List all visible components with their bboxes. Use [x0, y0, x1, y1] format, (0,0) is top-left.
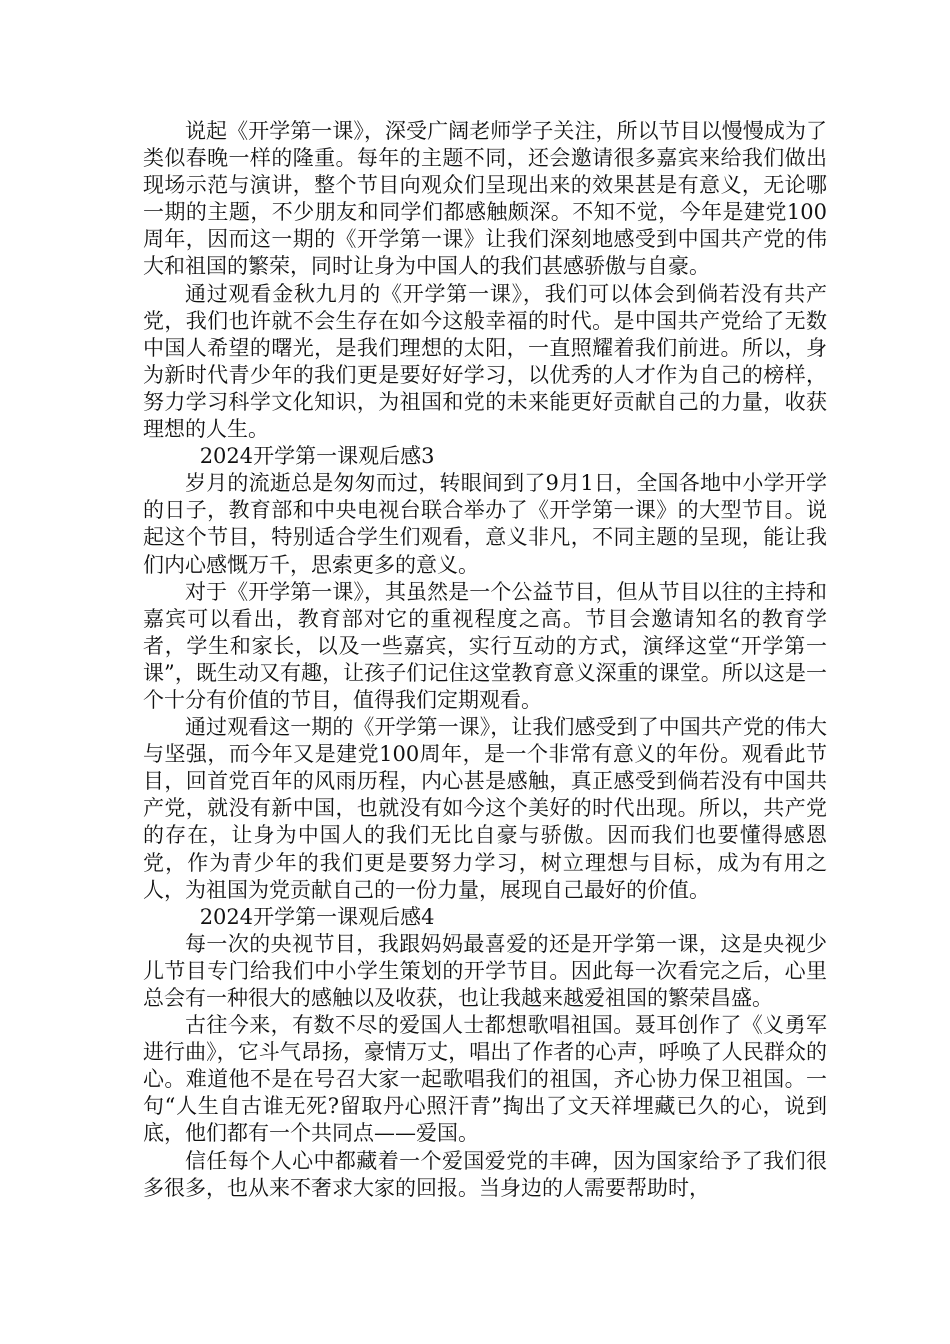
paragraph-5: 通过观看这一期的《开学第一课》，让我们感受到了中国共产党的伟大与坚强，而今年又是建党100周年，是一个非常有意义的年份。观看此节目，回首党百年的风雨历程，内心甚是感触，真正感受到倘若没有中国共产党，就没有新中国，也就没有如今这个美好的时代出现。所以，共产党的存在，让身为中国人的我们无比自豪与骄傲。因而我们也要懂得感恩党，作为青少年的我们更是要努力学习，树立理想与目标，成为有用之人，为祖国为党贡献自己的一份力量，展现自己最好的价值。: [143, 715, 827, 902]
document-page: [143, 118, 827, 1202]
section-heading-3: 2024开学第一课观后感3: [199, 444, 435, 469]
paragraph-2: 通过观看金秋九月的《开学第一课》，我们可以体会到倘若没有共产党，我们也许就不会生存在如今这般幸福的时代。是中国共产党给了无数中国人希望的曙光，是我们理想的太阳，一直照耀着我们前进。所以，身为新时代青少年的我们更是要好好学习，以优秀的人才作为自己的榜样，努力学习科学文化知识，为祖国和党的未来能更好贡献自己的力量，收获理想的人生。: [143, 281, 827, 442]
section-heading-4: 2024开学第一课观后感4: [199, 904, 435, 929]
paragraph-4: 对于《开学第一课》，其虽然是一个公益节目，但从节目以往的主持和嘉宾可以看出，教育部对它的重视程度之高。节目会邀请知名的教育学者，学生和家长，以及一些嘉宾，实行互动的方式，演绎这堂“开学第一课”，既生动又有趣，让孩子们记住这堂教育意义深重的课堂。所以这是一个十分有价值的节目，值得我们定期观看。: [143, 579, 827, 712]
paragraph-1: 说起《开学第一课》，深受广阔老师学子关注，所以节目以慢慢成为了类似春晚一样的隆重。每年的主题不同，还会邀请很多嘉宾来给我们做出现场示范与演讲，整个节目向观众们呈现出来的效果甚是有意义，无论哪一期的主题，不少朋友和同学们都感触颇深。不知不觉，今年是建党100周年，因而这一期的《开学第一课》让我们深刻地感受到中国共产党的伟大和祖国的繁荣，同时让身为中国人的我们甚感骄傲与自豪。: [143, 119, 827, 279]
paragraph-3: 岁月的流逝总是匆匆而过，转眼间到了9月1日，全国各地中小学开学的日子，教育部和中央电视台联合举办了《开学第一课》的大型节目。说起这个节目，特别适合学生们观看，意义非凡，不同主题的呈现，能让我们内心感慨万千，思索更多的意义。: [143, 471, 827, 577]
paragraph-8: 信任每个人心中都藏着一个爱国爱党的丰碑，因为国家给予了我们很多很多，也从来不奢求大家的回报。当身边的人需要帮助时，: [143, 1148, 827, 1200]
paragraph-6: 每一次的央视节目，我跟妈妈最喜爱的还是开学第一课，这是央视少儿节目专门给我们中小学生策划的开学节目。因此每一次看完之后，心里总会有一种很大的感触以及收获，也让我越来越爱祖国的繁荣昌盛。: [143, 931, 827, 1010]
paragraph-7: 古往今来，有数不尽的爱国人士都想歌唱祖国。聂耳创作了《义勇军进行曲》，它斗气昂扬，豪情万丈，唱出了作者的心声，呼唤了人民群众的心。难道他不是在号召大家一起歌唱我们的祖国，齐心协力保卫祖国。一句“人生自古谁无死?留取丹心照汗青”掏出了文天祥埋藏已久的心，说到底，他们都有一个共同点——爱国。: [143, 1013, 827, 1146]
